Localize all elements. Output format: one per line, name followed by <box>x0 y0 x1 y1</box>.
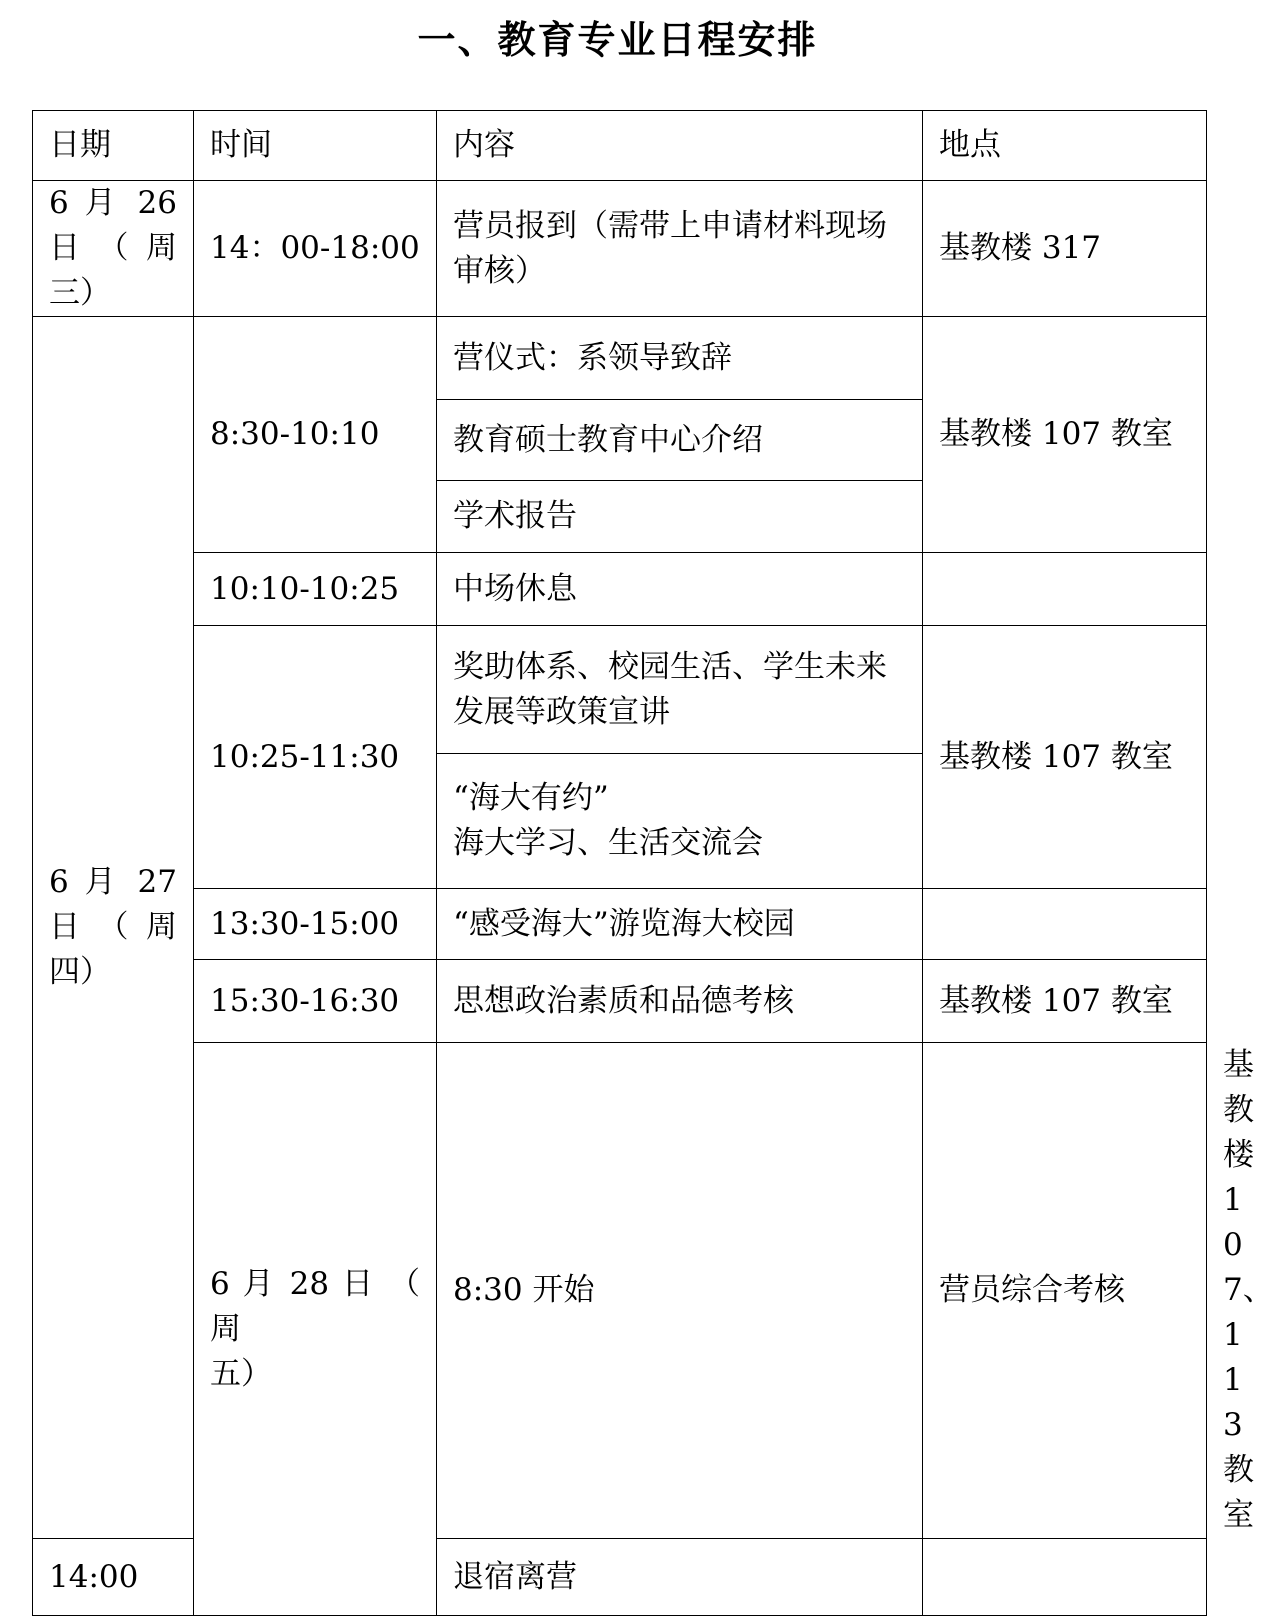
schedule-table <box>32 110 1274 1616</box>
content-cell: “感受海大”游览海大校园 <box>437 889 923 960</box>
content-cell: 营员综合考核 <box>923 1043 1207 1539</box>
date-cell-day3 <box>194 1043 437 1616</box>
header-date: 日期 <box>33 111 194 181</box>
date-cell-day2 <box>33 317 194 1539</box>
date-text: 6 月 26 日 （ 周 <box>49 185 177 266</box>
place-cell: 基教楼 107 教室 <box>923 960 1207 1043</box>
content-cell: 营员报到（需带上申请材料现场审核） <box>437 181 923 317</box>
date-text: 6 月 27 日 （ 周 <box>49 864 177 945</box>
content-cell: 思想政治素质和品德考核 <box>437 960 923 1043</box>
table-row <box>33 317 1207 400</box>
header-time: 时间 <box>194 111 437 181</box>
place-cell: 基教楼 107 教室 <box>923 626 1207 889</box>
date-text-end: 四） <box>49 954 111 990</box>
table-row <box>33 181 1207 317</box>
content-cell: 学术报告 <box>437 481 923 553</box>
table-row <box>33 889 1207 960</box>
content-line: “海大有约” <box>453 780 609 816</box>
table-header-row <box>33 111 1207 181</box>
time-cell: 14:00 <box>33 1539 194 1616</box>
content-cell: 教育硕士教育中心介绍 <box>437 400 923 481</box>
content-cell <box>437 754 923 889</box>
table-row: 6 月 28 日 （ 周 五） 8:30 开始 营员综合考核 基教楼 107、113 教室 <box>33 1043 1207 1539</box>
page-title: 一、教育专业日程安排 <box>417 18 818 62</box>
header-content: 内容 <box>437 111 923 181</box>
content-cell: 奖助体系、校园生活、学生未来发展等政策宣讲 <box>437 626 923 754</box>
date-cell-day1 <box>33 181 194 317</box>
header-place: 地点 <box>923 111 1207 181</box>
date-text-end: 三） <box>49 275 111 311</box>
time-cell: 8:30-10:10 <box>194 317 437 553</box>
time-cell: 13:30-15:00 <box>194 889 437 960</box>
table-row <box>33 960 1207 1043</box>
time-cell: 10:10-10:25 <box>194 553 437 626</box>
time-cell: 14：00-18:00 <box>194 181 437 317</box>
date-text: 6 月 28 日 （ 周 <box>210 1265 420 1347</box>
place-cell <box>923 553 1207 626</box>
content-line: 海大学习、生活交流会 <box>453 825 763 861</box>
place-cell <box>923 889 1207 960</box>
content-cell: 退宿离营 <box>437 1539 923 1616</box>
place-cell <box>923 1539 1207 1616</box>
time-cell: 15:30-16:30 <box>194 960 437 1043</box>
date-text-end: 五） <box>210 1355 272 1392</box>
place-cell: 基教楼 107 教室 <box>923 317 1207 553</box>
table-row <box>33 553 1207 626</box>
content-cell: 中场休息 <box>437 553 923 626</box>
table-row <box>33 626 1207 754</box>
content-cell: 营仪式：系领导致辞 <box>437 317 923 400</box>
place-cell: 基教楼 317 <box>923 181 1207 317</box>
time-cell: 8:30 开始 <box>437 1043 923 1539</box>
time-cell: 10:25-11:30 <box>194 626 437 889</box>
